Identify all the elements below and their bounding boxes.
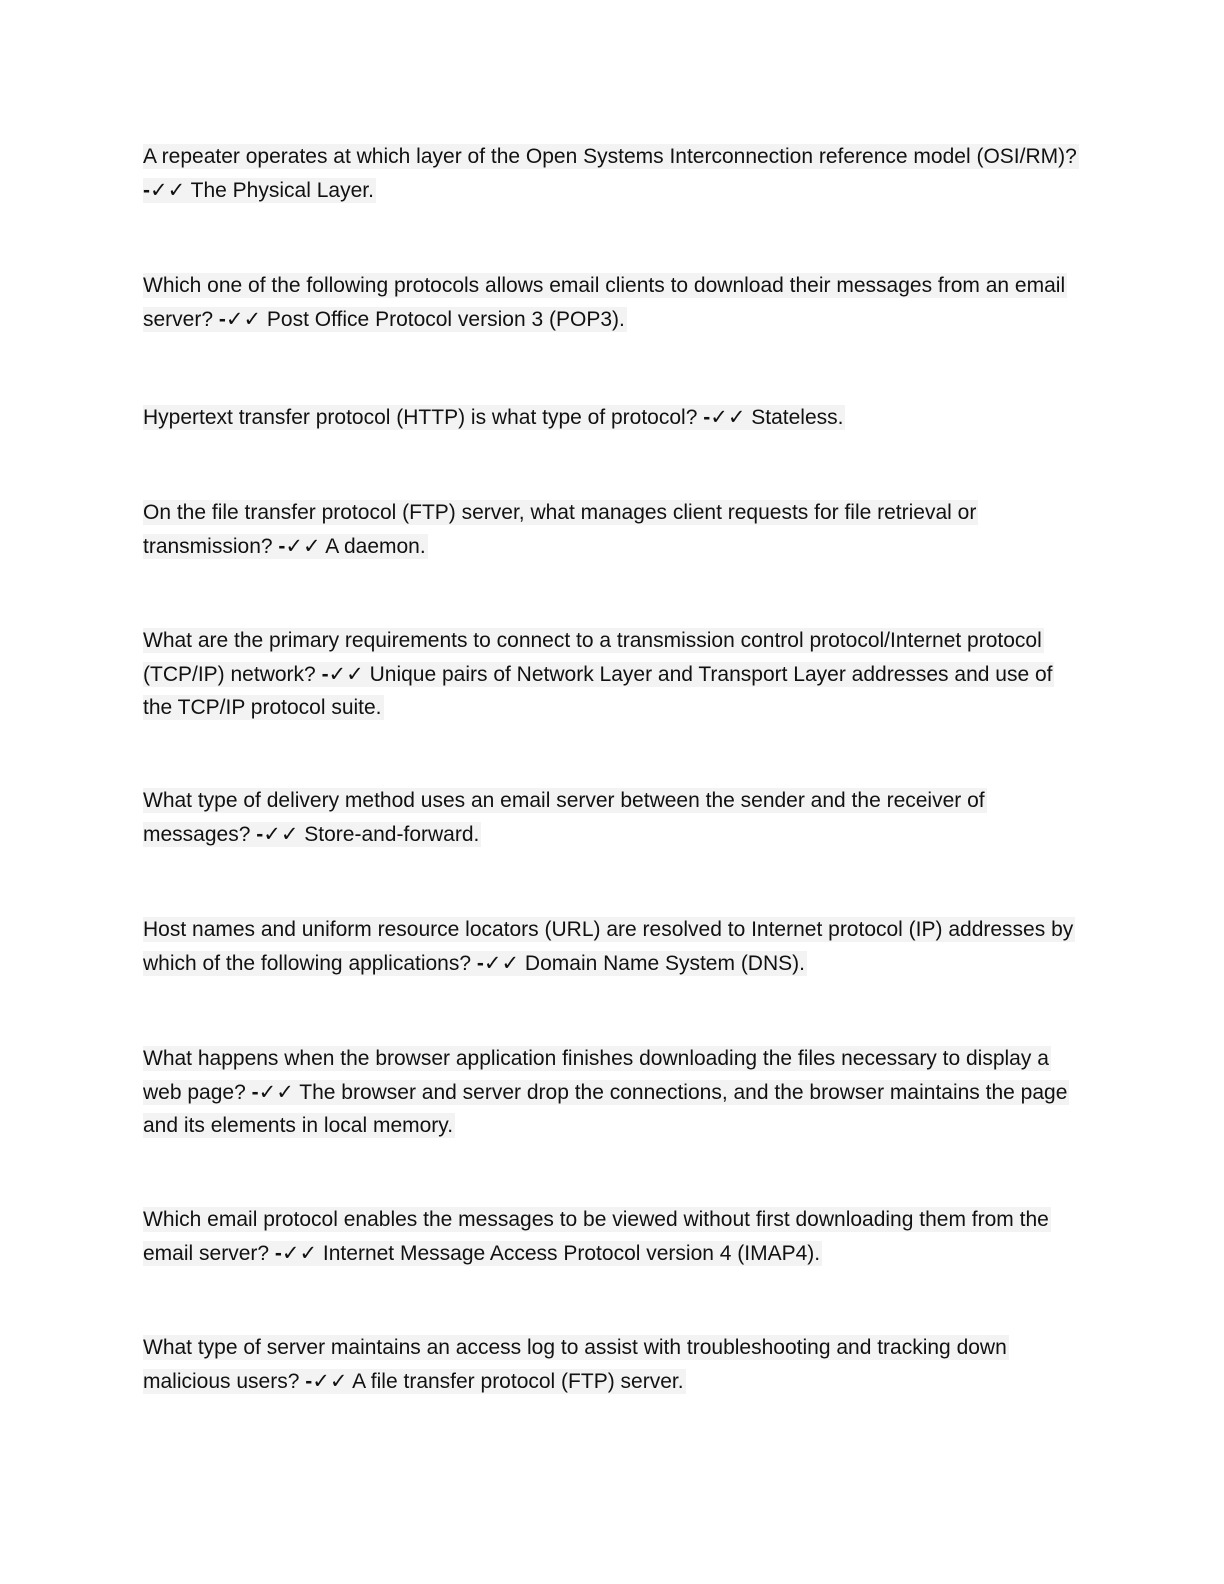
question-text: What are the primary requirements to connect to a transmission control protocol/Internet protocol (TCP/IP) network? (143, 629, 1042, 686)
qa-item-7 (143, 913, 1078, 980)
answer-separator: -✓✓ (274, 1241, 318, 1265)
question-text: Which email protocol enables the messages to be viewed without first downloading them from the email server? (143, 1208, 1049, 1265)
answer-text: A daemon. (325, 534, 426, 558)
qa-item-2 (143, 269, 1078, 336)
answer-separator: -✓✓ (251, 1080, 294, 1104)
qa-item-3 (143, 401, 1078, 435)
question-text: What type of server maintains an access log to assist with troubleshooting and tracking down malicious users? (143, 1336, 1007, 1393)
answer-text: The Physical Layer. (190, 178, 374, 202)
answer-text: Domain Name System (DNS). (524, 951, 805, 975)
answer-separator: -✓✓ (143, 178, 186, 202)
answer-separator: -✓✓ (476, 951, 520, 975)
answer-separator: -✓✓ (703, 406, 746, 429)
answer-text: Post Office Protocol version 3 (POP3). (266, 307, 625, 331)
answer-text: Internet Message Access Protocol version 4 (IMAP4). (322, 1241, 821, 1265)
question-text: Which one of the following protocols allows email clients to download their messages from an email server? (143, 274, 1066, 331)
answer-text: Unique pairs of Network Layer and Transport Layer addresses and use of the TCP/IP protocol suite. (143, 662, 1053, 719)
answer-separator: -✓✓ (305, 1369, 348, 1393)
qa-item-1 (143, 140, 1078, 207)
qa-item-8 (143, 1042, 1078, 1143)
question-text: Host names and uniform resource locators (URL) are resolved to Internet protocol (IP) addresses by which of the following applications? (143, 918, 1074, 975)
qa-item-9 (143, 1203, 1078, 1270)
answer-text: Store-and-forward. (304, 822, 480, 846)
qa-item-4 (143, 496, 1078, 563)
question-text: A repeater operates at which layer of the Open Systems Interconnection reference model (OSI/RM)? (143, 145, 1077, 168)
answer-text: The browser and server drop the connections, and the browser maintains the page and its elements in local memory. (143, 1080, 1068, 1137)
question-text: Hypertext transfer protocol (HTTP) is what type of protocol? (143, 406, 698, 429)
answer-separator: -✓✓ (278, 534, 321, 558)
answer-text: Stateless. (751, 406, 844, 429)
question-text: What type of delivery method uses an email server between the sender and the receiver of messages? (143, 789, 985, 846)
answer-separator: -✓✓ (218, 307, 262, 331)
answer-text: A file transfer protocol (FTP) server. (352, 1369, 684, 1393)
question-text: On the file transfer protocol (FTP) server, what manages client requests for file retrieval or transmission? (143, 501, 977, 558)
qa-item-5 (143, 624, 1078, 725)
answer-separator: -✓✓ (321, 662, 364, 686)
question-text: What happens when the browser application finishes downloading the files necessary to display a web page? (143, 1047, 1049, 1104)
qa-item-10 (143, 1331, 1078, 1398)
answer-separator: -✓✓ (256, 822, 299, 846)
qa-item-6 (143, 784, 1078, 851)
